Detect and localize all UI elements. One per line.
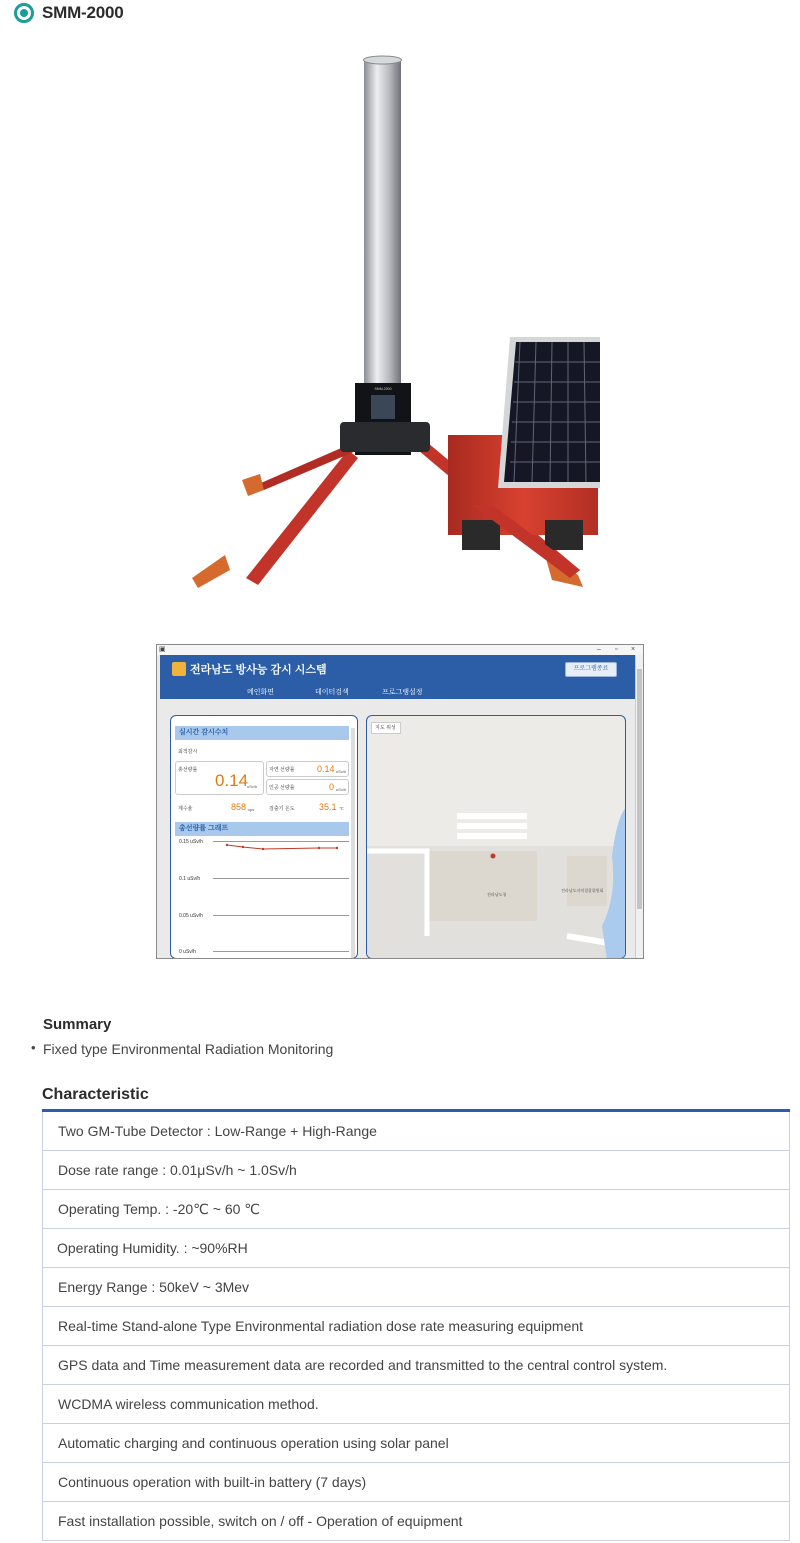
target-circle-icon [14,3,34,23]
table-row: WCDMA wireless communication method. [42,1385,790,1424]
map-tab: 지도 위성 [371,722,401,734]
app-header [160,655,635,699]
graph-label-1: 0.1 uSv/h [179,876,201,882]
map-view [367,716,626,959]
bullet-icon: • [31,1040,36,1055]
product-photo [180,50,600,600]
app-title: 전라남도 방사능 감시 시스템 [190,664,327,676]
total-dose-unit: uSv/h [247,784,258,789]
table-row: Energy Range : 50keV ~ 3Mev [42,1268,790,1307]
realtime-panel [170,715,358,959]
section-realtime: 실시간 감시수치 [175,726,349,740]
subtitle: 최적감시 [178,749,198,755]
page-title: SMM-2000 [42,3,124,22]
characteristic-title: Characteristic [42,1086,149,1103]
maximize-icon: ▫ [615,646,618,653]
graph-label-0: 0.15 uSv/h [179,839,203,845]
count-label: 계수율 [178,806,193,812]
total-dose-value: 0.14 [215,771,249,790]
device-label: SMM-2000 [374,387,392,391]
table-row: Two GM-Tube Detector : Low-Range + High-Range [42,1112,790,1151]
temp-unit: ℃ [339,806,344,811]
table-row: Continuous operation with built-in battery (7 days) [42,1463,790,1502]
close-icon: × [631,646,636,653]
total-dose-label: 총선량률 [178,767,198,773]
artificial-dose-unit: uSv/h [336,787,347,792]
section-graph: 총선량률 그래프 [175,822,349,836]
window-titlebar [157,645,643,655]
page-header [14,0,124,26]
table-row: GPS data and Time measurement data are recorded and transmitted to the central control system. [42,1346,790,1385]
count-unit: cps [248,807,255,812]
characteristic-table [42,1109,790,1541]
table-row: Fast installation possible, switch on / off - Operation of equipment [42,1502,790,1541]
temp-label: 검출기 온도 [269,806,295,812]
nav-data-search: 데이터검색 [315,689,349,696]
dose-line [213,841,349,956]
artificial-dose-label: 인공 선량률 [269,785,295,791]
summary-title: Summary [43,1016,112,1033]
exit-program-button: 프로그램종료 [565,662,617,677]
graph-label-3: 0 uSv/h [179,949,196,955]
summary-item: Fixed type Environmental Radiation Monitoring [43,1041,334,1057]
app-scrollbar [635,655,643,959]
left-panel-scrollbar [351,728,355,958]
table-row: Operating Temp. : -20℃ ~ 60 ℃ [42,1190,790,1229]
dose-graph [179,841,349,956]
count-value: 858 [231,802,247,812]
minimize-icon: – [597,646,601,653]
map-panel [366,715,626,959]
table-row: Dose rate range : 0.01μSv/h ~ 1.0Sv/h [42,1151,790,1190]
nav-settings: 프로그램설정 [382,689,423,696]
graph-label-2: 0.05 uSv/h [179,913,203,919]
map-label-police: 전라남도자치경찰위원회 [561,888,604,893]
nav-main: 메인화면 [247,689,275,696]
natural-dose-value: 0.14 [317,764,335,774]
app-icon: ▣ [159,646,166,653]
app-screenshot [156,644,644,959]
table-row: Real-time Stand-alone Type Environmental radiation dose rate measuring equipment [42,1307,790,1346]
table-row: Operating Humidity. : ~90%RH [42,1229,790,1268]
map-label-office: 전라남도청 [487,892,507,897]
natural-dose-label: 자연 선량률 [269,767,295,773]
natural-dose-unit: uSv/h [336,769,347,774]
app-logo-icon [172,662,186,676]
artificial-dose-value: 0 [329,782,335,792]
table-row: Automatic charging and continuous operation using solar panel [42,1424,790,1463]
temp-value: 35.1 [319,802,337,812]
app-nav [160,685,635,699]
